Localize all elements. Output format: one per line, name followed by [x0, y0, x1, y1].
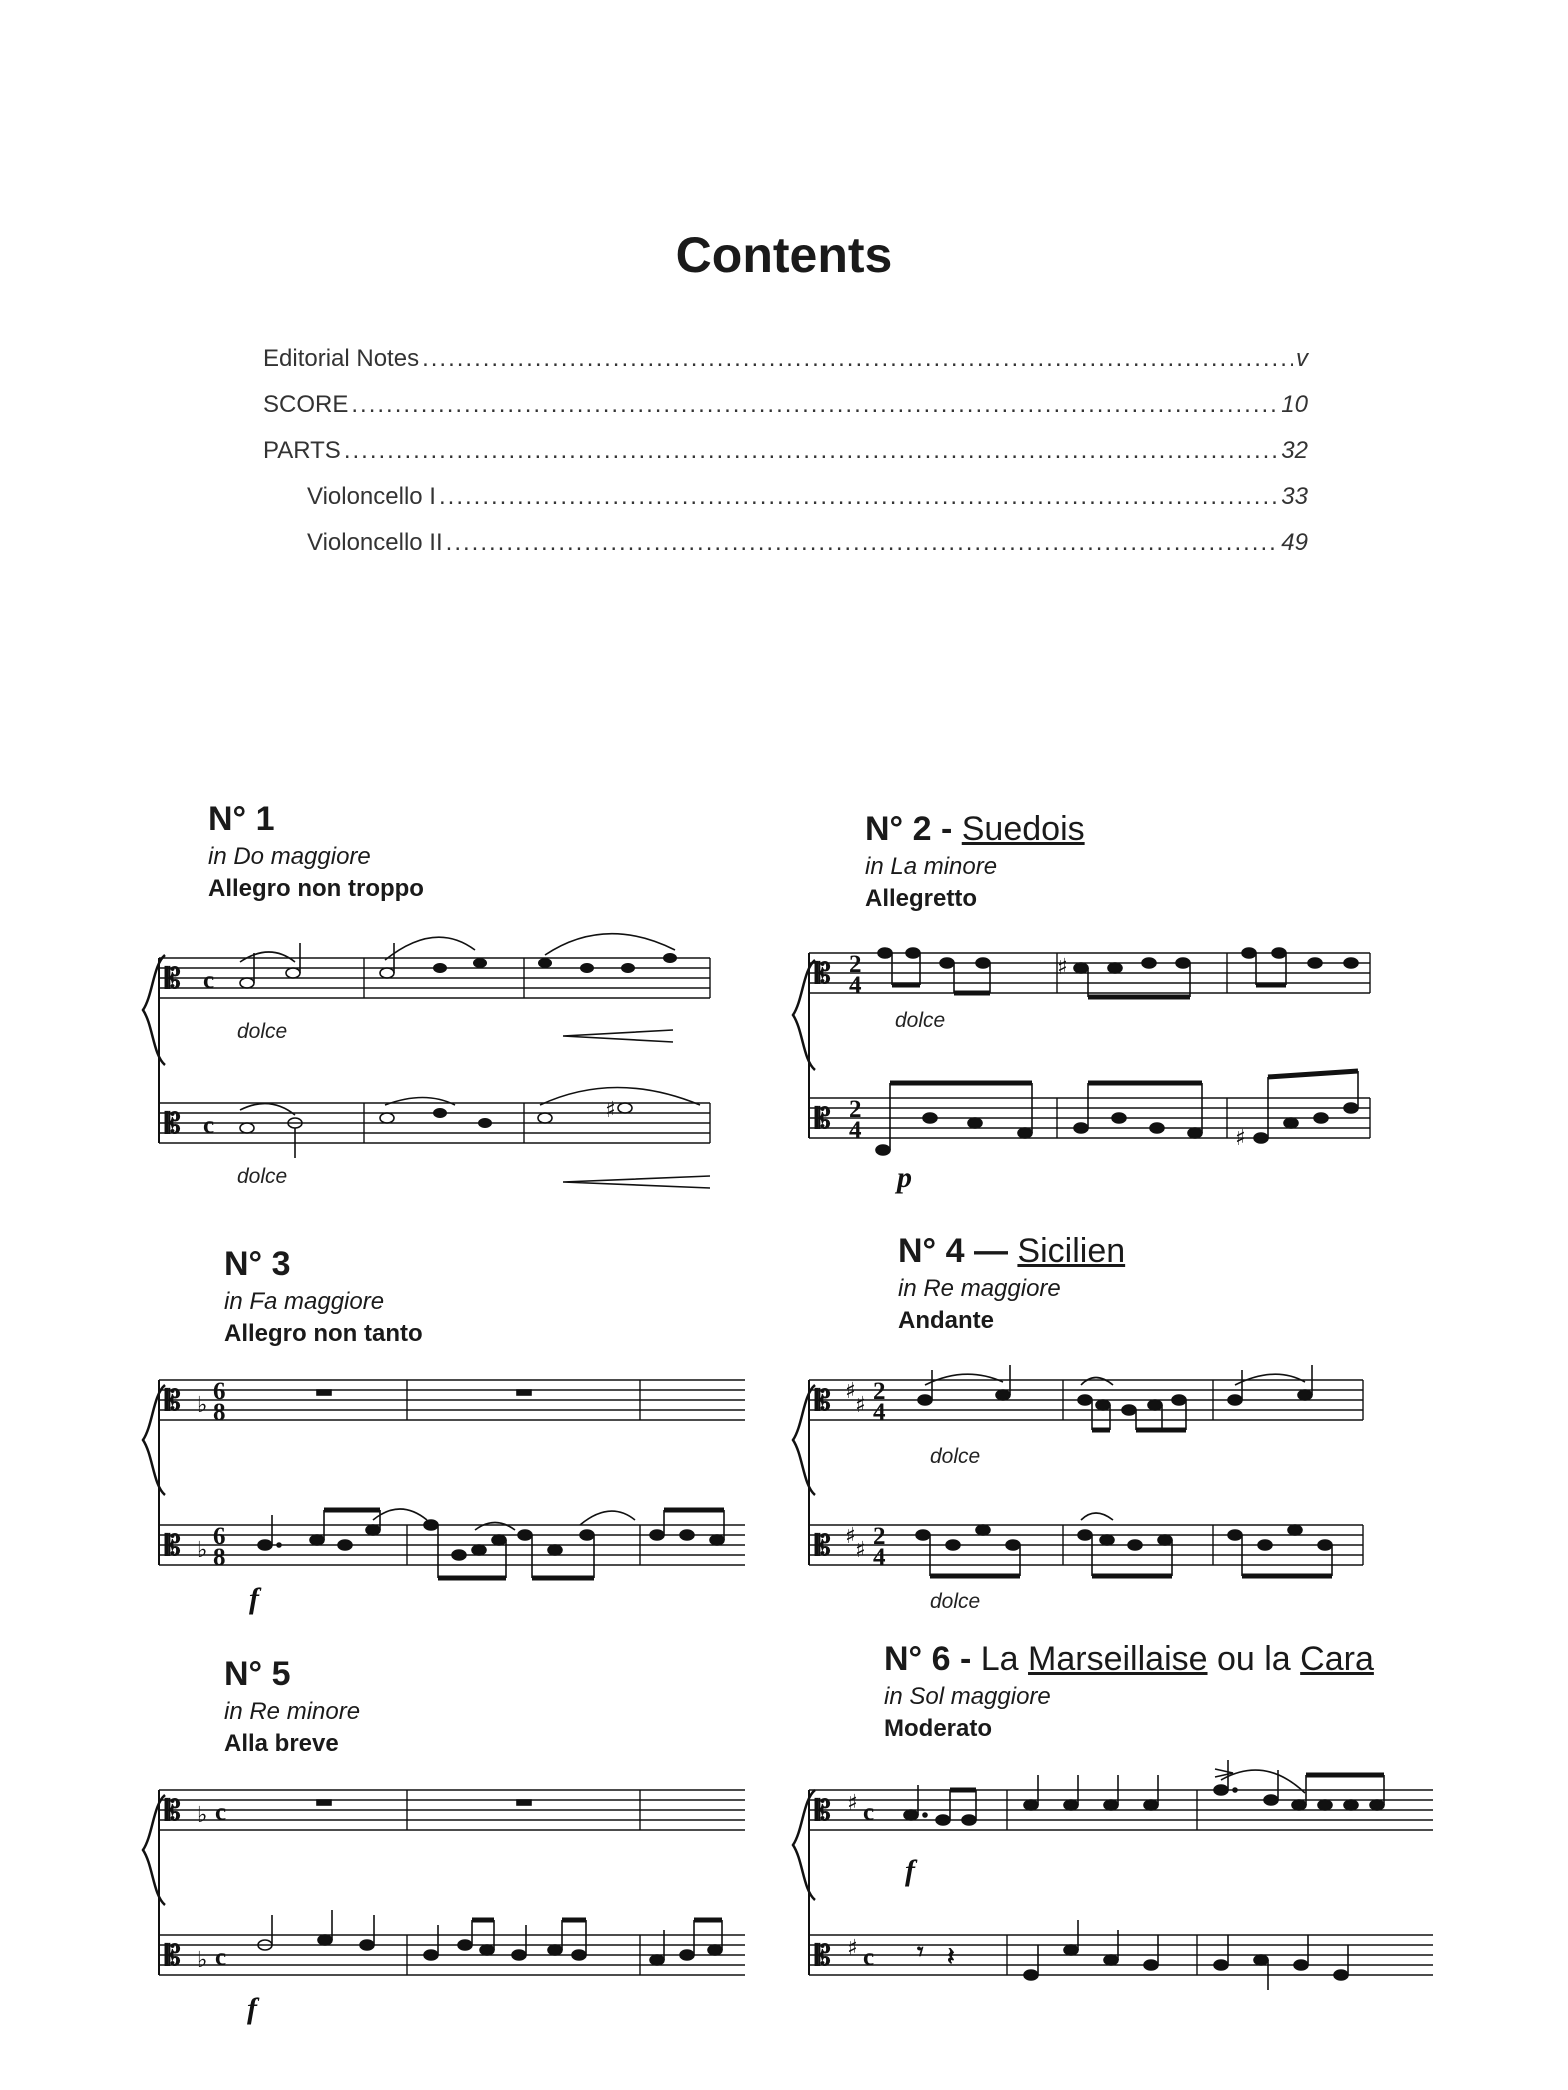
sharp-icon: ♯	[1057, 955, 1068, 980]
incipit-subtitle: Sicilien	[1017, 1232, 1126, 1270]
toc-entry[interactable]	[263, 345, 1308, 391]
music-incipit-5	[135, 1780, 750, 2030]
time-signature: 8	[213, 1399, 226, 1426]
dynamic-marking: f	[249, 1582, 259, 1615]
time-signature: 4	[849, 1117, 862, 1144]
incipit-separator: -	[940, 810, 953, 848]
incipit-heading-4	[898, 1232, 1125, 1335]
incipit-heading-3	[224, 1245, 423, 1348]
sharp-icon: ♯	[847, 1791, 858, 1816]
incipit-key: in Sol maggiore	[884, 1683, 1051, 1710]
toc-entry[interactable]	[263, 391, 1308, 437]
time-signature: c	[215, 1799, 227, 1826]
sharp-icon: ♯	[845, 1524, 856, 1549]
toc-entry-label: PARTS	[263, 437, 341, 464]
flat-icon: ♭	[197, 1948, 208, 1973]
toc-entry-label: Editorial Notes	[263, 345, 420, 372]
expression-upper: dolce	[237, 1020, 288, 1043]
incipit-key: in Fa maggiore	[224, 1288, 385, 1315]
incipit-number: N° 4	[898, 1232, 965, 1270]
time-signature: 8	[213, 1544, 226, 1571]
page-title: Contents	[675, 227, 893, 283]
c-clef-icon: 𝄡	[165, 964, 181, 995]
time-signature: c	[863, 1799, 875, 1826]
dynamic-marking: p	[897, 1161, 912, 1194]
c-clef-icon: 𝄡	[815, 1386, 831, 1417]
toc-entry[interactable]	[263, 437, 1308, 483]
incipit-heading-1	[208, 800, 424, 903]
incipit-title	[898, 1232, 1125, 1271]
incipit-separator: —	[973, 1232, 1008, 1270]
sharp-icon: ♯	[845, 1379, 856, 1404]
incipit-tempo: Allegretto	[865, 885, 978, 912]
time-signature: 2	[849, 951, 862, 978]
expression-lower: dolce	[930, 1590, 981, 1613]
expression-lower: dolce	[237, 1165, 288, 1188]
c-clef-icon: 𝄡	[165, 1941, 181, 1972]
music-incipit-1	[135, 940, 715, 1190]
time-signature: c	[863, 1944, 875, 1971]
toc-entry-label: Violoncello I	[307, 483, 436, 510]
c-clef-icon: 𝄡	[815, 1941, 831, 1972]
incipit-tempo: Allegro non troppo	[208, 875, 424, 902]
incipit-key: in La minore	[865, 853, 998, 880]
time-signature: c	[203, 967, 215, 994]
dynamic-marking: f	[247, 1992, 257, 2025]
toc-entry-page: 49	[1281, 529, 1308, 556]
incipit-number: N° 5	[224, 1655, 291, 1693]
c-clef-icon: 𝄡	[165, 1386, 181, 1417]
toc-entry[interactable]	[263, 529, 1308, 575]
c-clef-icon: 𝄡	[165, 1796, 181, 1827]
music-incipit-2	[785, 945, 1375, 1195]
eighth-rest-icon: 𝄾	[917, 1939, 924, 1966]
sharp-icon: ♯	[855, 1393, 866, 1418]
c-clef-icon: 𝄡	[815, 959, 831, 990]
time-signature: 4	[873, 1544, 886, 1571]
flat-icon: ♭	[197, 1393, 208, 1418]
time-signature: 2	[873, 1523, 886, 1550]
toc-entry-page: 33	[1281, 483, 1308, 510]
toc-entry-page: v	[1296, 345, 1308, 372]
toc-entry[interactable]	[263, 483, 1308, 529]
incipit-tempo: Moderato	[884, 1715, 992, 1742]
incipit-title	[884, 1640, 1432, 1679]
incipit-key: in Do maggiore	[208, 843, 371, 870]
toc-leader-dots	[422, 345, 1293, 373]
toc-entry-page: 32	[1281, 437, 1308, 464]
incipit-number: N° 3	[224, 1245, 291, 1283]
music-incipit-4	[785, 1370, 1375, 1620]
expression-upper: dolce	[895, 1009, 946, 1032]
time-signature: 6	[213, 1378, 226, 1405]
incipit-heading-5	[224, 1655, 360, 1758]
toc-leader-dots	[439, 483, 1278, 511]
flat-icon: ♭	[197, 1803, 208, 1828]
time-signature: 2	[849, 1096, 862, 1123]
sharp-icon: ♯	[855, 1538, 866, 1563]
toc-leader-dots	[344, 437, 1278, 465]
sharp-icon: ♯	[605, 1098, 616, 1123]
incipit-number: N° 6	[884, 1640, 951, 1678]
sharp-icon: ♯	[847, 1936, 858, 1961]
toc-entry-page: 10	[1281, 391, 1308, 418]
c-clef-icon: 𝄡	[165, 1109, 181, 1140]
expression-upper: dolce	[930, 1445, 981, 1468]
c-clef-icon: 𝄡	[815, 1104, 831, 1135]
time-signature: 4	[873, 1399, 886, 1426]
time-signature: c	[215, 1944, 227, 1971]
toc-entry-label: Violoncello II	[307, 529, 443, 556]
flat-icon: ♭	[197, 1538, 208, 1563]
incipit-subtitle: La	[980, 1640, 1019, 1678]
incipit-number: N° 1	[208, 800, 275, 838]
incipit-subtitle-rest: ou la	[1216, 1640, 1291, 1678]
incipit-key: in Re maggiore	[898, 1275, 1061, 1302]
incipit-heading-2	[865, 810, 1085, 913]
table-of-contents	[263, 345, 1308, 575]
incipit-tempo: Alla breve	[224, 1730, 339, 1757]
c-clef-icon: 𝄡	[815, 1531, 831, 1562]
toc-leader-dots	[446, 529, 1279, 557]
incipit-tempo: Allegro non tanto	[224, 1320, 423, 1347]
incipit-number: N° 2	[865, 810, 932, 848]
c-clef-icon: 𝄡	[815, 1796, 831, 1827]
incipit-subtitle-underlined: Marseillaise	[1028, 1640, 1208, 1678]
time-signature: 2	[873, 1378, 886, 1405]
incipit-subtitle-cut: Cara	[1300, 1640, 1374, 1678]
incipit-key: in Re minore	[224, 1698, 361, 1725]
quarter-rest-icon: 𝄽	[947, 1944, 955, 1971]
c-clef-icon: 𝄡	[165, 1531, 181, 1562]
time-signature: c	[203, 1112, 215, 1139]
sharp-icon: ♯	[1235, 1126, 1246, 1151]
incipit-subtitle: Suedois	[961, 810, 1085, 848]
incipit-separator: -	[959, 1640, 972, 1678]
time-signature: 4	[849, 972, 862, 999]
incipit-heading-6	[884, 1640, 1432, 1743]
time-signature: 6	[213, 1523, 226, 1550]
music-incipit-6	[785, 1775, 1435, 2025]
music-incipit-3	[135, 1370, 750, 1620]
incipit-title	[865, 810, 1085, 849]
dynamic-marking: f	[905, 1854, 915, 1887]
toc-leader-dots	[351, 391, 1278, 419]
toc-entry-label: SCORE	[263, 391, 349, 418]
incipit-tempo: Andante	[898, 1307, 994, 1334]
